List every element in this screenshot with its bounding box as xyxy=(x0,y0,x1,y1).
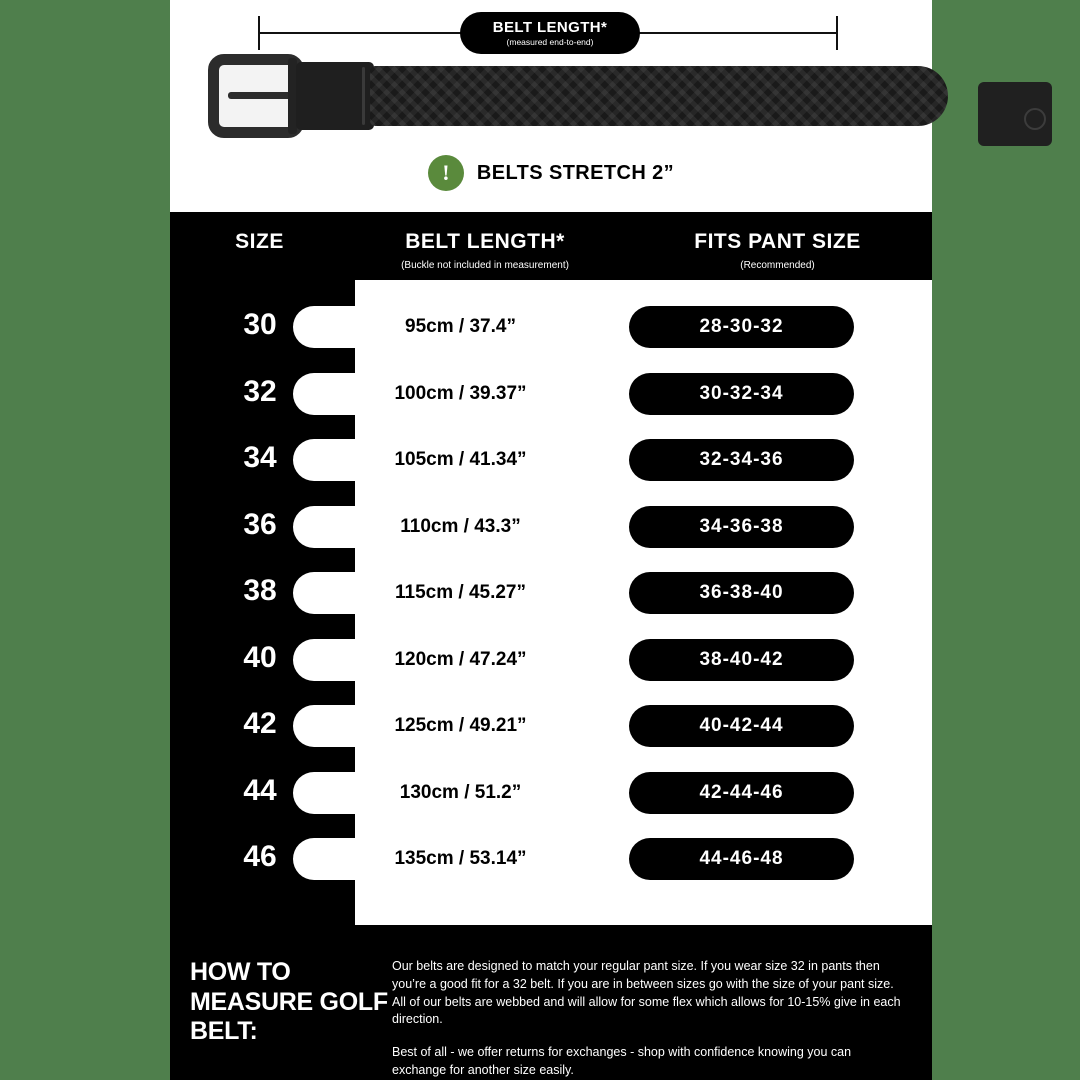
column-header-fits-pant-size xyxy=(640,230,915,271)
row-fits-pant-size: 38-40-42 xyxy=(629,639,854,681)
belt-end-tab xyxy=(978,82,1052,146)
column-header-belt-length-label: BELT LENGTH* xyxy=(405,230,565,253)
row-fits-pant-size: 36-38-40 xyxy=(629,572,854,614)
belt-length-callout-subtitle: (measured end-to-end) xyxy=(506,37,594,47)
row-fits-pant-size: 44-46-48 xyxy=(629,838,854,880)
row-size: 44 xyxy=(243,773,277,807)
row-size: 32 xyxy=(243,374,277,408)
stretch-notice xyxy=(170,155,932,191)
size-rows xyxy=(170,296,932,895)
row-size: 40 xyxy=(243,640,277,674)
measurement-cap-left xyxy=(258,16,260,50)
row-fits-pant-size: 32-34-36 xyxy=(629,439,854,481)
row-size: 38 xyxy=(243,574,277,607)
column-header-belt-length-sub: (Buckle not included in measurement) xyxy=(401,260,569,271)
row-size: 42 xyxy=(243,707,277,740)
table-row xyxy=(170,363,932,430)
row-belt-length: 125cm / 49.21” xyxy=(293,705,628,747)
row-belt-length: 135cm / 53.14” xyxy=(293,838,628,880)
row-size: 36 xyxy=(243,507,277,541)
table-row xyxy=(170,496,932,563)
how-to-measure-title: HOW TO MEASURE GOLF BELT: xyxy=(190,958,388,1045)
column-header-fits-label: FITS PANT SIZE xyxy=(694,230,861,253)
row-size: 34 xyxy=(243,441,277,474)
table-row xyxy=(170,429,932,496)
measurement-cap-right xyxy=(836,16,838,50)
row-belt-length: 95cm / 37.4” xyxy=(293,306,628,348)
table-row xyxy=(170,828,932,895)
belt-illustration-panel xyxy=(170,0,932,212)
row-belt-length: 115cm / 45.27” xyxy=(293,572,628,614)
belt-tip-ring-icon xyxy=(1024,108,1046,130)
table-row xyxy=(170,762,932,829)
row-fits-pant-size: 34-36-38 xyxy=(629,506,854,548)
table-row xyxy=(170,695,932,762)
belt-length-callout-title: BELT LENGTH* xyxy=(492,19,608,36)
table-row xyxy=(170,629,932,696)
belt-length-callout xyxy=(460,12,640,54)
stretch-notice-label: BELTS STRETCH 2” xyxy=(476,161,675,184)
belt-leather-keeper xyxy=(296,62,374,130)
column-header-belt-length xyxy=(315,230,655,271)
row-fits-pant-size: 42-44-46 xyxy=(629,772,854,814)
table-row xyxy=(170,562,932,629)
row-fits-pant-size: 40-42-44 xyxy=(629,705,854,747)
row-size: 46 xyxy=(243,840,277,873)
how-to-measure-body xyxy=(392,958,907,1080)
row-size: 30 xyxy=(243,308,277,341)
how-to-measure-paragraph-1: Our belts are designed to match your regular pant size. If you wear size 32 in pants then you’re a good fit for a 32 belt. If you are in between sizes go with the size of your pant size. All of our belts are webbed and will allow for some flex which allows for 10-15% give in each direction. xyxy=(392,959,901,1027)
belt-woven-strap xyxy=(370,66,948,126)
table-row xyxy=(170,296,932,363)
row-belt-length: 110cm / 43.3” xyxy=(293,506,628,548)
row-belt-length: 105cm / 41.34” xyxy=(293,439,628,481)
row-fits-pant-size: 28-30-32 xyxy=(629,306,854,348)
belt-image xyxy=(200,48,920,144)
row-belt-length: 130cm / 51.2” xyxy=(293,772,628,814)
column-header-fits-sub: (Recommended) xyxy=(740,260,815,271)
how-to-measure-paragraph-2: Best of all - we offer returns for exchanges - shop with confidence knowing you can exchange for another size easily. xyxy=(392,1045,852,1077)
row-fits-pant-size: 30-32-34 xyxy=(629,373,854,415)
row-belt-length: 100cm / 39.37” xyxy=(293,373,628,415)
how-to-measure-section xyxy=(170,930,932,1080)
column-header-size xyxy=(192,230,327,254)
row-belt-length: 120cm / 47.24” xyxy=(293,639,628,681)
column-header-size-label: SIZE xyxy=(235,230,284,253)
exclamation-circle-icon: ! xyxy=(428,155,464,191)
